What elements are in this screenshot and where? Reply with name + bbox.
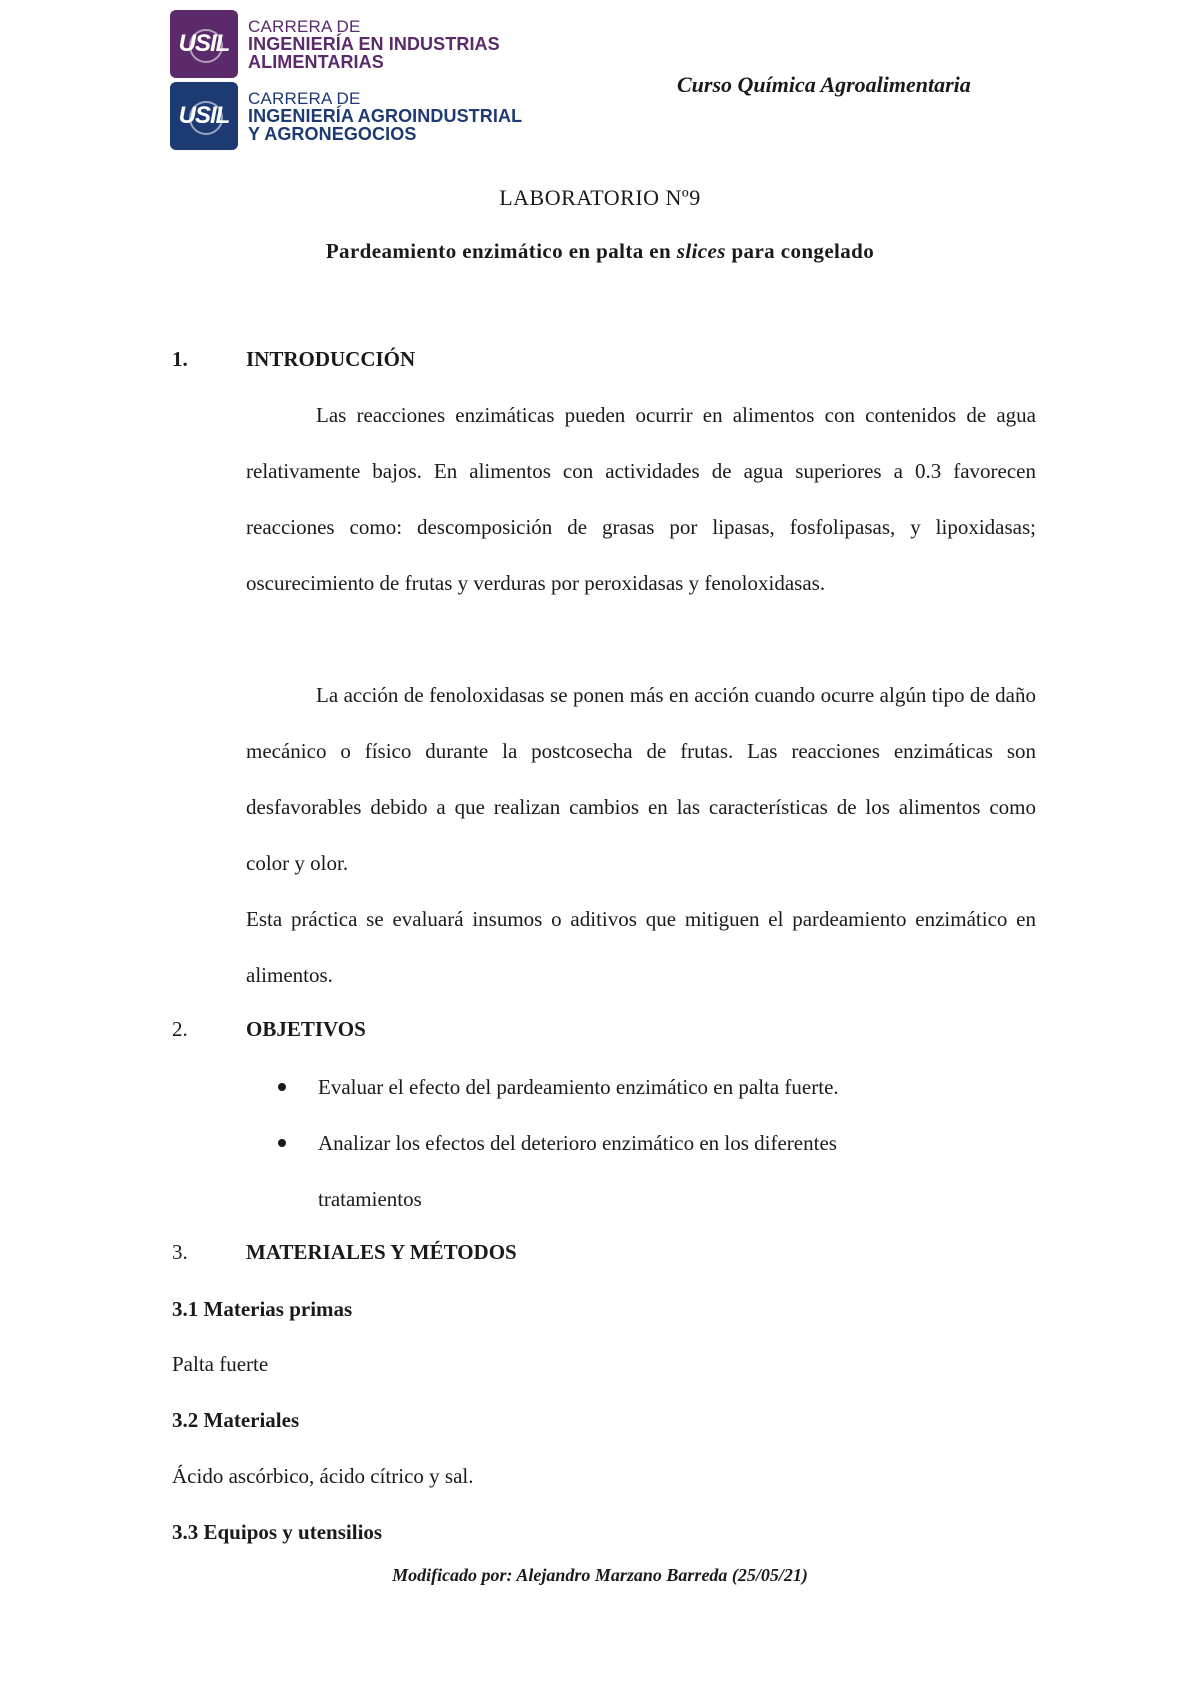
logo-industrias-alimentarias (170, 10, 500, 78)
subtitle-italic: slices (676, 239, 726, 263)
document-subtitle (0, 239, 1200, 264)
intro-paragraph-2: La acción de fenoloxidasas se ponen más en acción cuando ocurre algún tipo de daño mecánico o físico durante la postcosecha de frutas. Las reacciones enzimáticas son desfavorables debido a que realizan cambios en las características de los alimentos como color y olor. (246, 683, 1036, 875)
section-title-methods: MATERIALES Y MÉTODOS (246, 1240, 517, 1264)
document-title: LABORATORIO Nº9 (499, 185, 701, 210)
section-title-intro: INTRODUCCIÓN (246, 347, 416, 371)
bullet-icon (278, 1139, 286, 1147)
subsection-title: 3.3 Equipos y utensilios (172, 1520, 383, 1544)
footer-modified-by: Modificado por: Alejandro Marzano Barreda (25/05/21) (392, 1565, 808, 1585)
subsection-title: 3.2 Materiales (172, 1408, 300, 1432)
section-title-objectives: OBJETIVOS (246, 1017, 366, 1041)
logo-text (248, 90, 522, 143)
intro-paragraph-3: Esta práctica se evaluará insumos o aditivos que mitiguen el pardeamiento enzimático en alimentos. (246, 907, 1036, 987)
subsection-title: 3.1 Materias primas (172, 1297, 353, 1321)
section-number: 1. (172, 347, 188, 371)
logo-line: ALIMENTARIAS (248, 51, 384, 72)
subsection-text: Ácido ascórbico, ácido cítrico y sal. (172, 1464, 474, 1488)
section-number: 3. (172, 1240, 188, 1264)
list-item: Evaluar el efecto del pardeamiento enzimático en palta fuerte. (278, 1059, 978, 1115)
usil-logo-icon: USIL (170, 10, 238, 78)
subtitle-text: Pardeamiento enzimático en palta en (325, 239, 677, 263)
course-name: Curso Química Agroalimentaria (677, 72, 971, 97)
logo-line: Y AGRONEGOCIOS (248, 123, 417, 144)
list-item: Analizar los efectos del deterioro enzimático en los diferentes tratamientos (278, 1115, 938, 1227)
subtitle-text: para congelado (725, 239, 875, 263)
logo-line: INGENIERÍA AGROINDUSTRIAL (248, 105, 523, 126)
logo-text (248, 18, 500, 71)
logo-line: INGENIERÍA EN INDUSTRIAS (248, 33, 500, 54)
section-number: 2. (172, 1017, 188, 1041)
subsection-text: Palta fuerte (172, 1352, 269, 1376)
bullet-icon (278, 1083, 286, 1091)
intro-paragraph-1: Las reacciones enzimáticas pueden ocurrir en alimentos con contenidos de agua relativamente bajos. En alimentos con actividades de agua superiores a 0.3 favorecen reacciones como: descomposición de grasas por lipasas, fosfolipasas, y lipoxidasas; oscurecimiento de frutas y verduras por peroxidasas y fenoloxidasas. (246, 403, 1036, 595)
logo-line: CARRERA DE (248, 88, 361, 108)
usil-logo-icon: USIL (170, 82, 238, 150)
logo-agroindustrial (170, 82, 522, 150)
logo-line: CARRERA DE (248, 16, 361, 36)
